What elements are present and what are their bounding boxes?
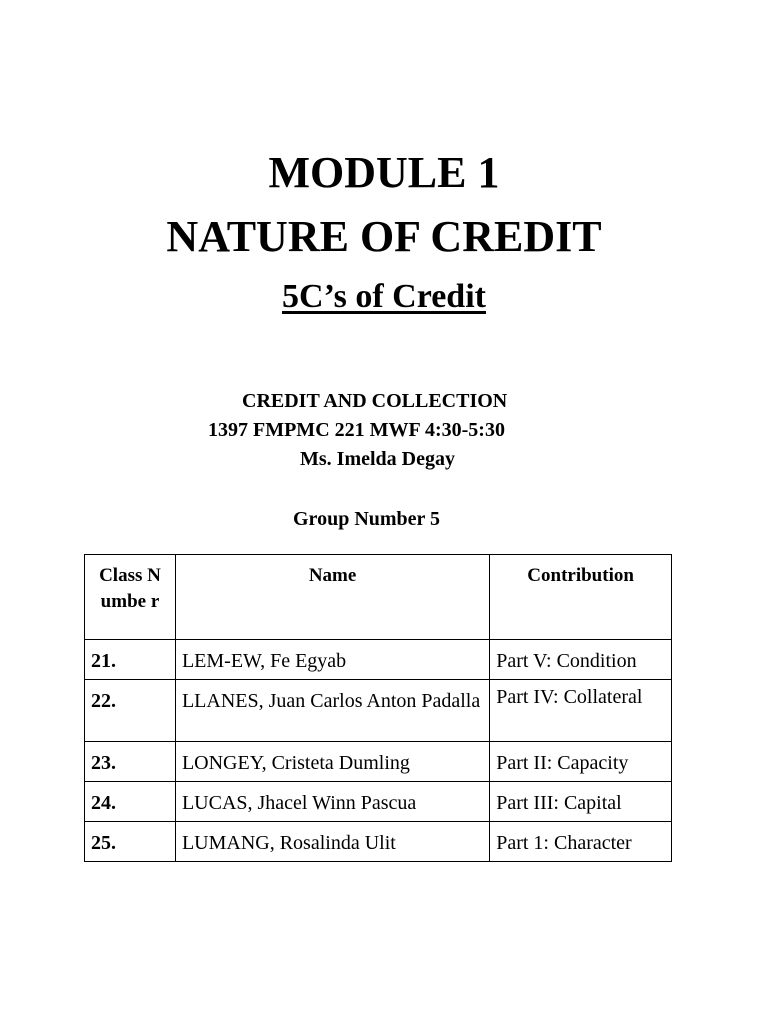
member-contribution: Part IV: Collateral bbox=[496, 686, 643, 708]
member-name: LLANES, Juan Carlos Anton Padalla bbox=[181, 690, 481, 712]
document-title: NATURE OF CREDIT bbox=[166, 212, 602, 261]
class-number: 22. bbox=[91, 690, 116, 712]
document-subtitle bbox=[0, 276, 768, 318]
module-heading: MODULE 1 bbox=[268, 148, 500, 197]
table-row bbox=[85, 822, 672, 862]
table-row bbox=[85, 782, 672, 822]
course-schedule: 1397 FMPMC 221 MWF 4:30-5:30 bbox=[208, 419, 505, 441]
contribution-cell bbox=[490, 640, 672, 680]
table-row bbox=[85, 640, 672, 680]
header-contribution-text: Contribution bbox=[527, 565, 634, 586]
class-number-cell bbox=[85, 782, 176, 822]
contribution-cell bbox=[490, 782, 672, 822]
member-name: LONGEY, Cristeta Dumling bbox=[181, 752, 410, 774]
class-number-cell bbox=[85, 640, 176, 680]
member-contribution: Part V: Condition bbox=[496, 650, 637, 672]
instructor-name: Ms. Imelda Degay bbox=[300, 448, 455, 470]
name-cell bbox=[175, 742, 489, 782]
table-header-row bbox=[85, 555, 672, 640]
class-number: 25. bbox=[91, 832, 116, 854]
member-name: LEM-EW, Fe Egyab bbox=[181, 650, 347, 672]
header-name-text: Name bbox=[308, 565, 357, 586]
class-number: 24. bbox=[91, 792, 116, 814]
class-number-cell bbox=[85, 680, 176, 742]
header-contribution bbox=[490, 555, 672, 640]
course-name: CREDIT AND COLLECTION bbox=[242, 390, 508, 412]
member-contribution: Part III: Capital bbox=[496, 792, 622, 814]
subtitle-text: 5C’s of Credit bbox=[282, 278, 486, 315]
name-cell bbox=[175, 680, 489, 742]
contribution-cell bbox=[490, 822, 672, 862]
member-name: LUCAS, Jhacel Winn Pascua bbox=[181, 792, 417, 814]
table-row bbox=[85, 742, 672, 782]
member-contribution: Part 1: Character bbox=[496, 832, 632, 854]
header-class-number bbox=[85, 555, 176, 640]
class-number-cell bbox=[85, 822, 176, 862]
group-members-table bbox=[84, 554, 672, 862]
member-name: LUMANG, Rosalinda Ulit bbox=[181, 832, 396, 854]
contribution-cell bbox=[490, 680, 672, 742]
table-row bbox=[85, 680, 672, 742]
class-number: 21. bbox=[91, 650, 116, 672]
group-number: Group Number 5 bbox=[293, 508, 441, 530]
contribution-cell bbox=[490, 742, 672, 782]
name-cell bbox=[175, 640, 489, 680]
class-number-cell bbox=[85, 742, 176, 782]
name-cell bbox=[175, 782, 489, 822]
header-class-number-text: Class Numbe r bbox=[99, 565, 161, 612]
header-name bbox=[175, 555, 489, 640]
class-number: 23. bbox=[91, 752, 116, 774]
name-cell bbox=[175, 822, 489, 862]
member-contribution: Part II: Capacity bbox=[496, 752, 629, 774]
